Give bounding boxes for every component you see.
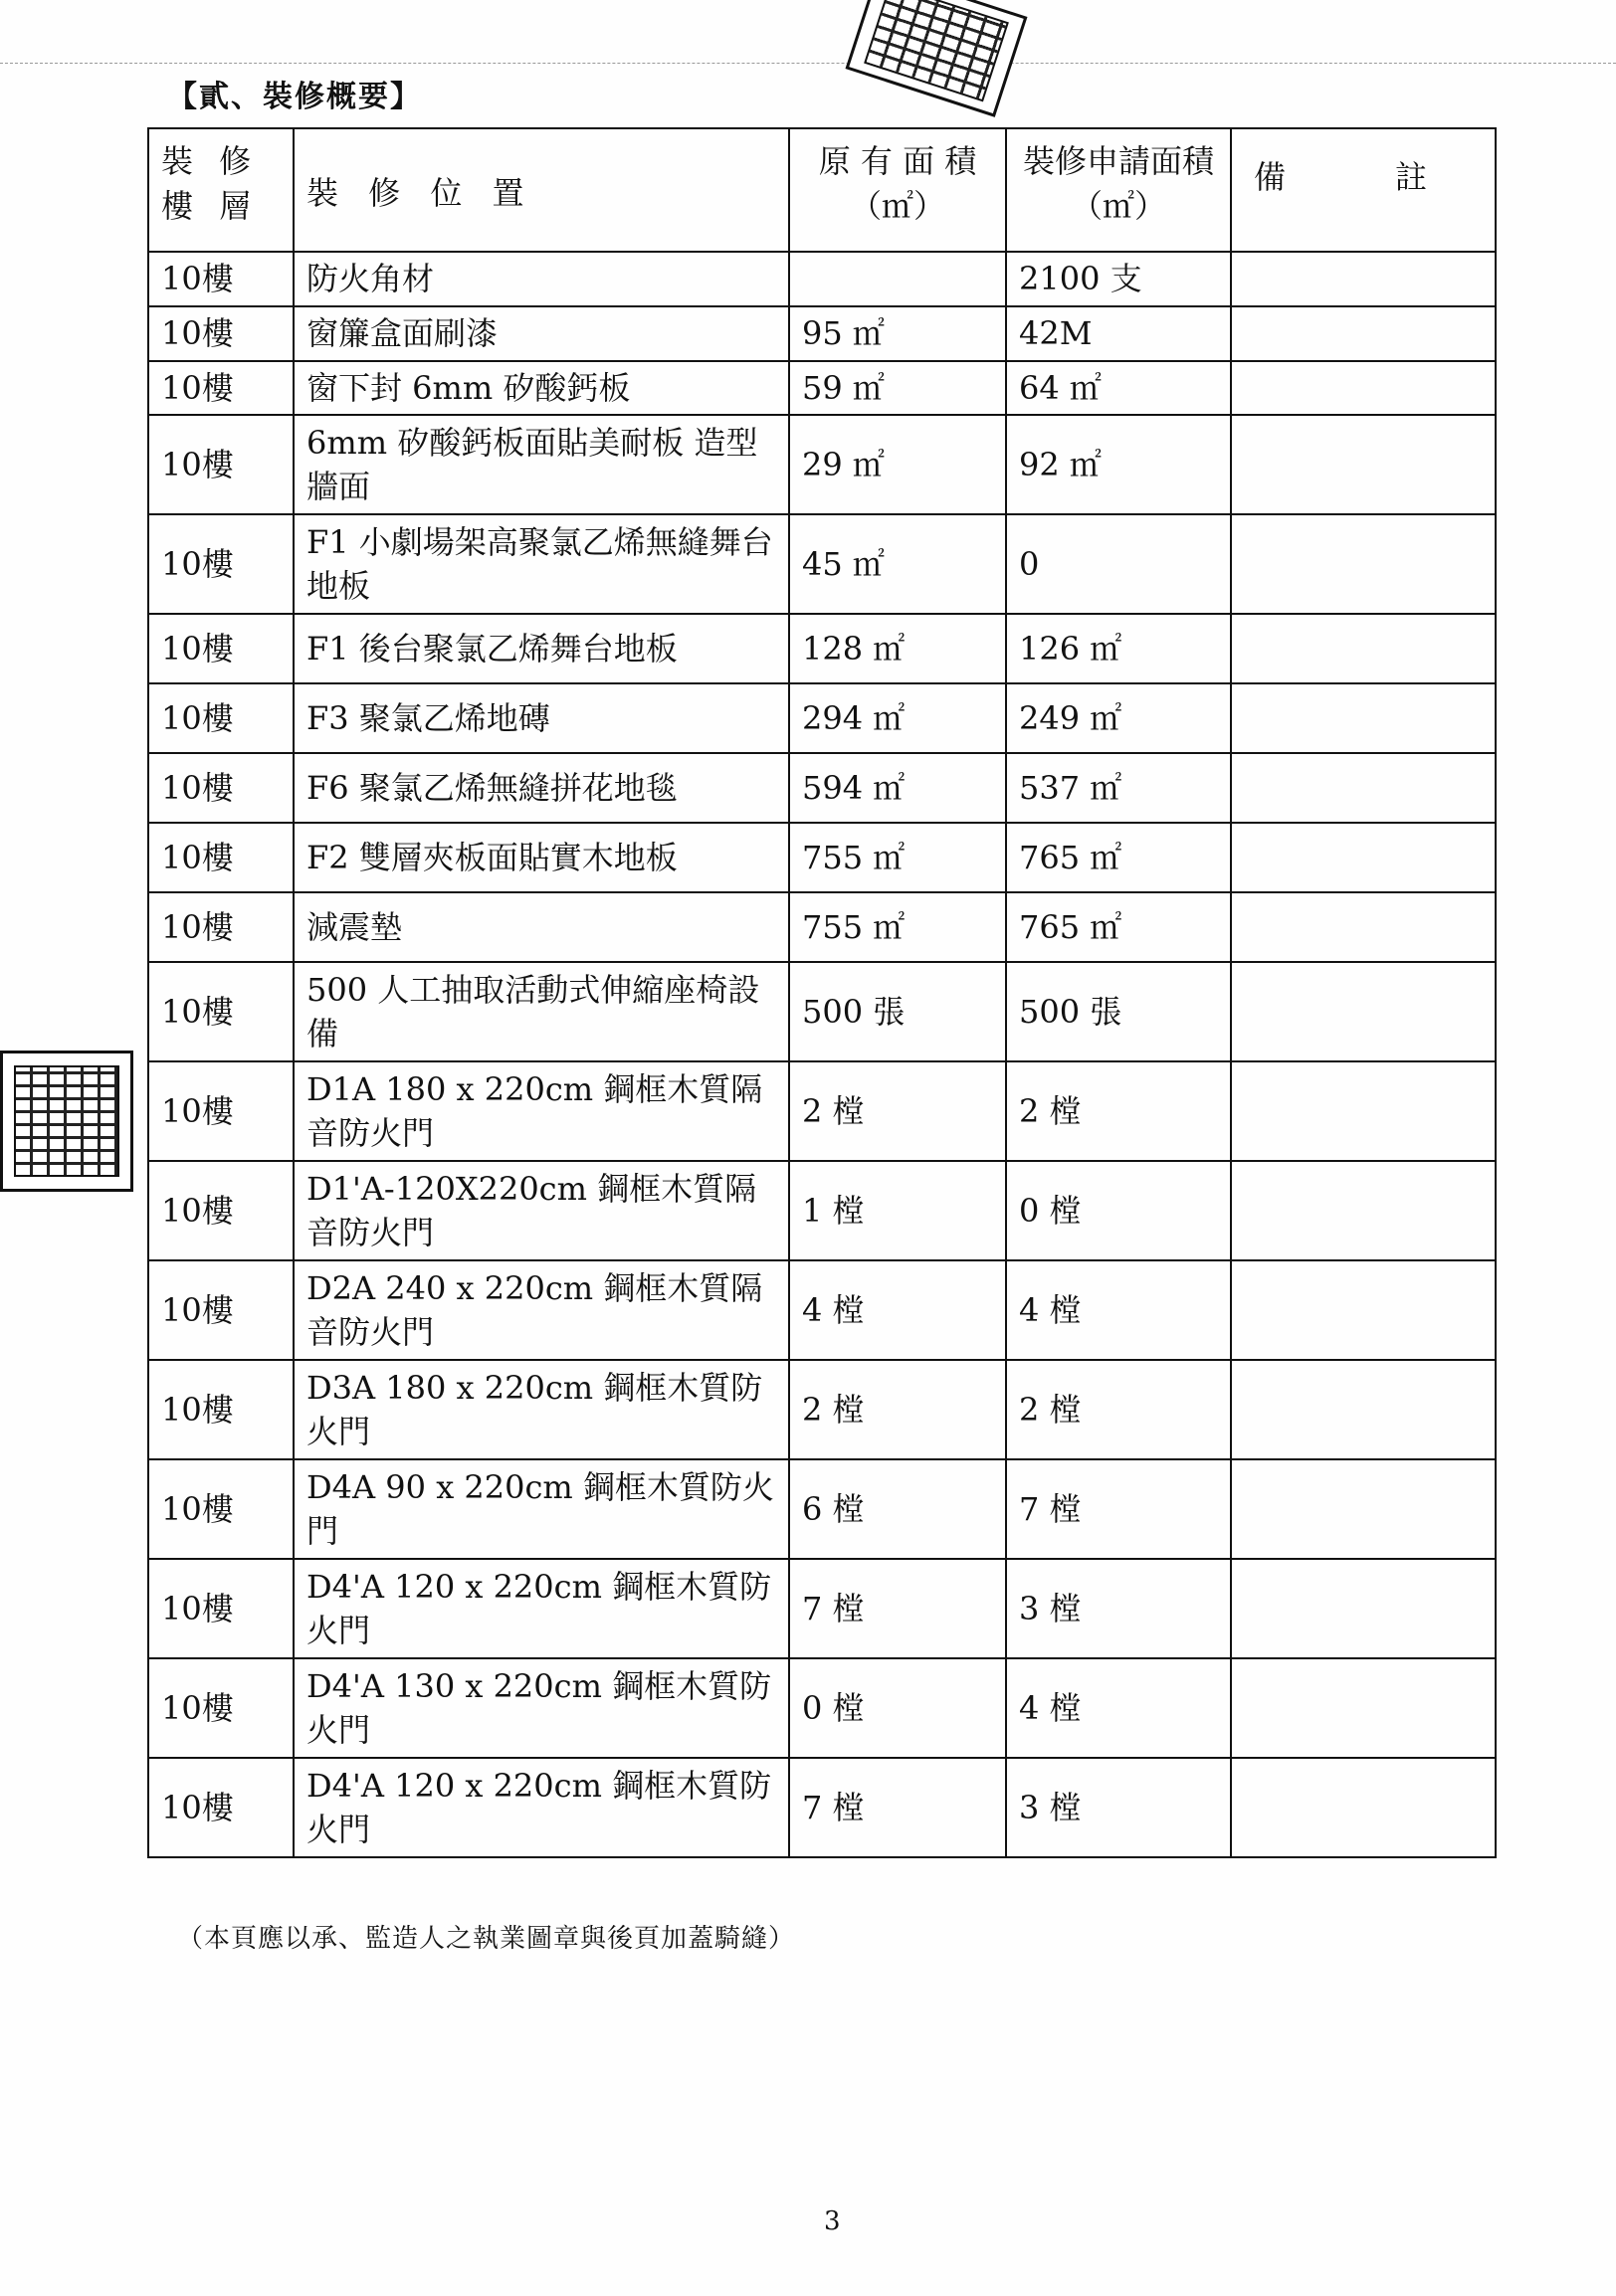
cell-position: D1A 180 x 220cm 鋼框木質隔音防火門 xyxy=(294,1061,789,1161)
cell-requested-area: 42M xyxy=(1006,306,1231,361)
table-row xyxy=(148,1161,1496,1260)
cell-note xyxy=(1231,962,1496,1061)
cell-position: F1 小劇場架高聚氯乙烯無縫舞台地板 xyxy=(294,514,789,614)
cell-note xyxy=(1231,1161,1496,1260)
cell-original-area xyxy=(789,252,1006,306)
cell-position: 6mm 矽酸鈣板面貼美耐板 造型牆面 xyxy=(294,415,789,514)
cell-original-area: 755 ㎡ xyxy=(789,823,1006,892)
table-row xyxy=(148,1758,1496,1857)
cell-floor: 10樓 xyxy=(148,962,294,1061)
cell-note xyxy=(1231,823,1496,892)
cell-original-area: 2 樘 xyxy=(789,1360,1006,1459)
cell-floor: 10樓 xyxy=(148,252,294,306)
cell-position: D4'A 120 x 220cm 鋼框木質防火門 xyxy=(294,1559,789,1658)
table-row xyxy=(148,306,1496,361)
cell-position: D4'A 120 x 220cm 鋼框木質防火門 xyxy=(294,1758,789,1857)
table-header-row xyxy=(148,128,1496,252)
cell-note xyxy=(1231,1559,1496,1658)
cell-requested-area: 4 樘 xyxy=(1006,1260,1231,1360)
cell-original-area: 0 樘 xyxy=(789,1658,1006,1758)
cell-floor: 10樓 xyxy=(148,683,294,753)
header-requested-line1: 裝修申請面積 xyxy=(1022,142,1214,180)
cell-requested-area: 2 樘 xyxy=(1006,1360,1231,1459)
cell-original-area: 45 ㎡ xyxy=(789,514,1006,614)
cell-requested-area: 4 樘 xyxy=(1006,1658,1231,1758)
cell-requested-area: 64 ㎡ xyxy=(1006,361,1231,416)
table-row xyxy=(148,892,1496,962)
seal-stamp-left xyxy=(0,1051,133,1192)
cell-note xyxy=(1231,892,1496,962)
table-row xyxy=(148,614,1496,683)
header-original-line1: 原 有 面 積 xyxy=(818,142,977,180)
table-row xyxy=(148,252,1496,306)
cell-original-area: 294 ㎡ xyxy=(789,683,1006,753)
cell-note xyxy=(1231,614,1496,683)
cell-position: D2A 240 x 220cm 鋼框木質隔音防火門 xyxy=(294,1260,789,1360)
cell-note xyxy=(1231,1758,1496,1857)
table-row xyxy=(148,1459,1496,1559)
cell-requested-area: 0 樘 xyxy=(1006,1161,1231,1260)
header-note-b: 註 xyxy=(1395,158,1428,196)
header-floor xyxy=(148,128,294,252)
header-requested-area xyxy=(1006,128,1231,252)
table-row xyxy=(148,753,1496,823)
cell-note xyxy=(1231,683,1496,753)
cell-requested-area: 7 樘 xyxy=(1006,1459,1231,1559)
cell-original-area: 128 ㎡ xyxy=(789,614,1006,683)
cell-requested-area: 126 ㎡ xyxy=(1006,614,1231,683)
header-floor-line1: 裝 修 xyxy=(161,142,260,180)
cell-note xyxy=(1231,306,1496,361)
cell-position: 防火角材 xyxy=(294,252,789,306)
cell-note xyxy=(1231,1360,1496,1459)
footer-note: （本頁應以承、監造人之執業圖章與後頁加蓋騎縫） xyxy=(177,1924,796,1954)
cell-floor: 10樓 xyxy=(148,1161,294,1260)
cell-position: 減震墊 xyxy=(294,892,789,962)
cell-floor: 10樓 xyxy=(148,1061,294,1161)
cell-original-area: 29 ㎡ xyxy=(789,415,1006,514)
cell-requested-area: 249 ㎡ xyxy=(1006,683,1231,753)
cell-original-area: 4 樘 xyxy=(789,1260,1006,1360)
cell-floor: 10樓 xyxy=(148,306,294,361)
cell-position: D1'A-120X220cm 鋼框木質隔音防火門 xyxy=(294,1161,789,1260)
table-row xyxy=(148,683,1496,753)
table-row xyxy=(148,823,1496,892)
cell-requested-area: 765 ㎡ xyxy=(1006,823,1231,892)
cell-note xyxy=(1231,361,1496,416)
cell-note xyxy=(1231,415,1496,514)
cell-note xyxy=(1231,753,1496,823)
cell-floor: 10樓 xyxy=(148,361,294,416)
header-original-line2: （㎡） xyxy=(849,186,945,225)
header-note xyxy=(1231,128,1496,252)
cell-position: D4A 90 x 220cm 鋼框木質防火門 xyxy=(294,1459,789,1559)
table-body xyxy=(148,252,1496,1857)
cell-requested-area: 3 樘 xyxy=(1006,1758,1231,1857)
cell-floor: 10樓 xyxy=(148,415,294,514)
cell-floor: 10樓 xyxy=(148,514,294,614)
cell-note xyxy=(1231,1061,1496,1161)
cell-original-area: 7 樘 xyxy=(789,1559,1006,1658)
cell-position: F3 聚氯乙烯地磚 xyxy=(294,683,789,753)
cell-original-area: 7 樘 xyxy=(789,1758,1006,1857)
cell-position: F1 後台聚氯乙烯舞台地板 xyxy=(294,614,789,683)
cell-original-area: 594 ㎡ xyxy=(789,753,1006,823)
cell-floor: 10樓 xyxy=(148,1559,294,1658)
cell-original-area: 755 ㎡ xyxy=(789,892,1006,962)
cell-position: 窗下封 6mm 矽酸鈣板 xyxy=(294,361,789,416)
table-row xyxy=(148,962,1496,1061)
cell-position: 窗簾盒面刷漆 xyxy=(294,306,789,361)
cell-note xyxy=(1231,514,1496,614)
cell-original-area: 59 ㎡ xyxy=(789,361,1006,416)
table-row xyxy=(148,1658,1496,1758)
cell-floor: 10樓 xyxy=(148,1360,294,1459)
table-row xyxy=(148,1559,1496,1658)
cell-floor: 10樓 xyxy=(148,1260,294,1360)
cell-note xyxy=(1231,252,1496,306)
cell-original-area: 1 樘 xyxy=(789,1161,1006,1260)
seal-stamp-top xyxy=(845,0,1027,117)
cell-original-area: 500 張 xyxy=(789,962,1006,1061)
cell-position: F6 聚氯乙烯無縫拼花地毯 xyxy=(294,753,789,823)
header-floor-line2: 樓 層 xyxy=(161,186,260,225)
cell-note xyxy=(1231,1658,1496,1758)
table-row xyxy=(148,361,1496,416)
cell-floor: 10樓 xyxy=(148,1758,294,1857)
table-row xyxy=(148,514,1496,614)
cell-original-area: 95 ㎡ xyxy=(789,306,1006,361)
section-title: 【貳、裝修概要】 xyxy=(167,80,422,114)
scan-edge-line xyxy=(0,63,1616,64)
cell-requested-area: 2 樘 xyxy=(1006,1061,1231,1161)
cell-floor: 10樓 xyxy=(148,1459,294,1559)
cell-floor: 10樓 xyxy=(148,823,294,892)
cell-floor: 10樓 xyxy=(148,753,294,823)
cell-requested-area: 92 ㎡ xyxy=(1006,415,1231,514)
header-position: 裝 修 位 置 xyxy=(294,128,789,252)
cell-note xyxy=(1231,1260,1496,1360)
renovation-summary-table xyxy=(147,127,1497,1858)
table-row xyxy=(148,415,1496,514)
cell-requested-area: 765 ㎡ xyxy=(1006,892,1231,962)
cell-floor: 10樓 xyxy=(148,892,294,962)
cell-requested-area: 537 ㎡ xyxy=(1006,753,1231,823)
cell-note xyxy=(1231,1459,1496,1559)
cell-position: F2 雙層夾板面貼實木地板 xyxy=(294,823,789,892)
cell-original-area: 2 樘 xyxy=(789,1061,1006,1161)
cell-position: D4'A 130 x 220cm 鋼框木質防火門 xyxy=(294,1658,789,1758)
cell-requested-area: 3 樘 xyxy=(1006,1559,1231,1658)
cell-floor: 10樓 xyxy=(148,614,294,683)
page-number: 3 xyxy=(824,2206,841,2236)
cell-position: 500 人工抽取活動式伸縮座椅設備 xyxy=(294,962,789,1061)
table-row xyxy=(148,1260,1496,1360)
header-note-a: 備 xyxy=(1254,158,1287,196)
table-row xyxy=(148,1360,1496,1459)
cell-floor: 10樓 xyxy=(148,1658,294,1758)
header-requested-line2: （㎡） xyxy=(1070,186,1166,225)
cell-requested-area: 2100 支 xyxy=(1006,252,1231,306)
cell-position: D3A 180 x 220cm 鋼框木質防火門 xyxy=(294,1360,789,1459)
header-original-area xyxy=(789,128,1006,252)
cell-original-area: 6 樘 xyxy=(789,1459,1006,1559)
table-row xyxy=(148,1061,1496,1161)
cell-requested-area: 500 張 xyxy=(1006,962,1231,1061)
cell-requested-area: 0 xyxy=(1006,514,1231,614)
